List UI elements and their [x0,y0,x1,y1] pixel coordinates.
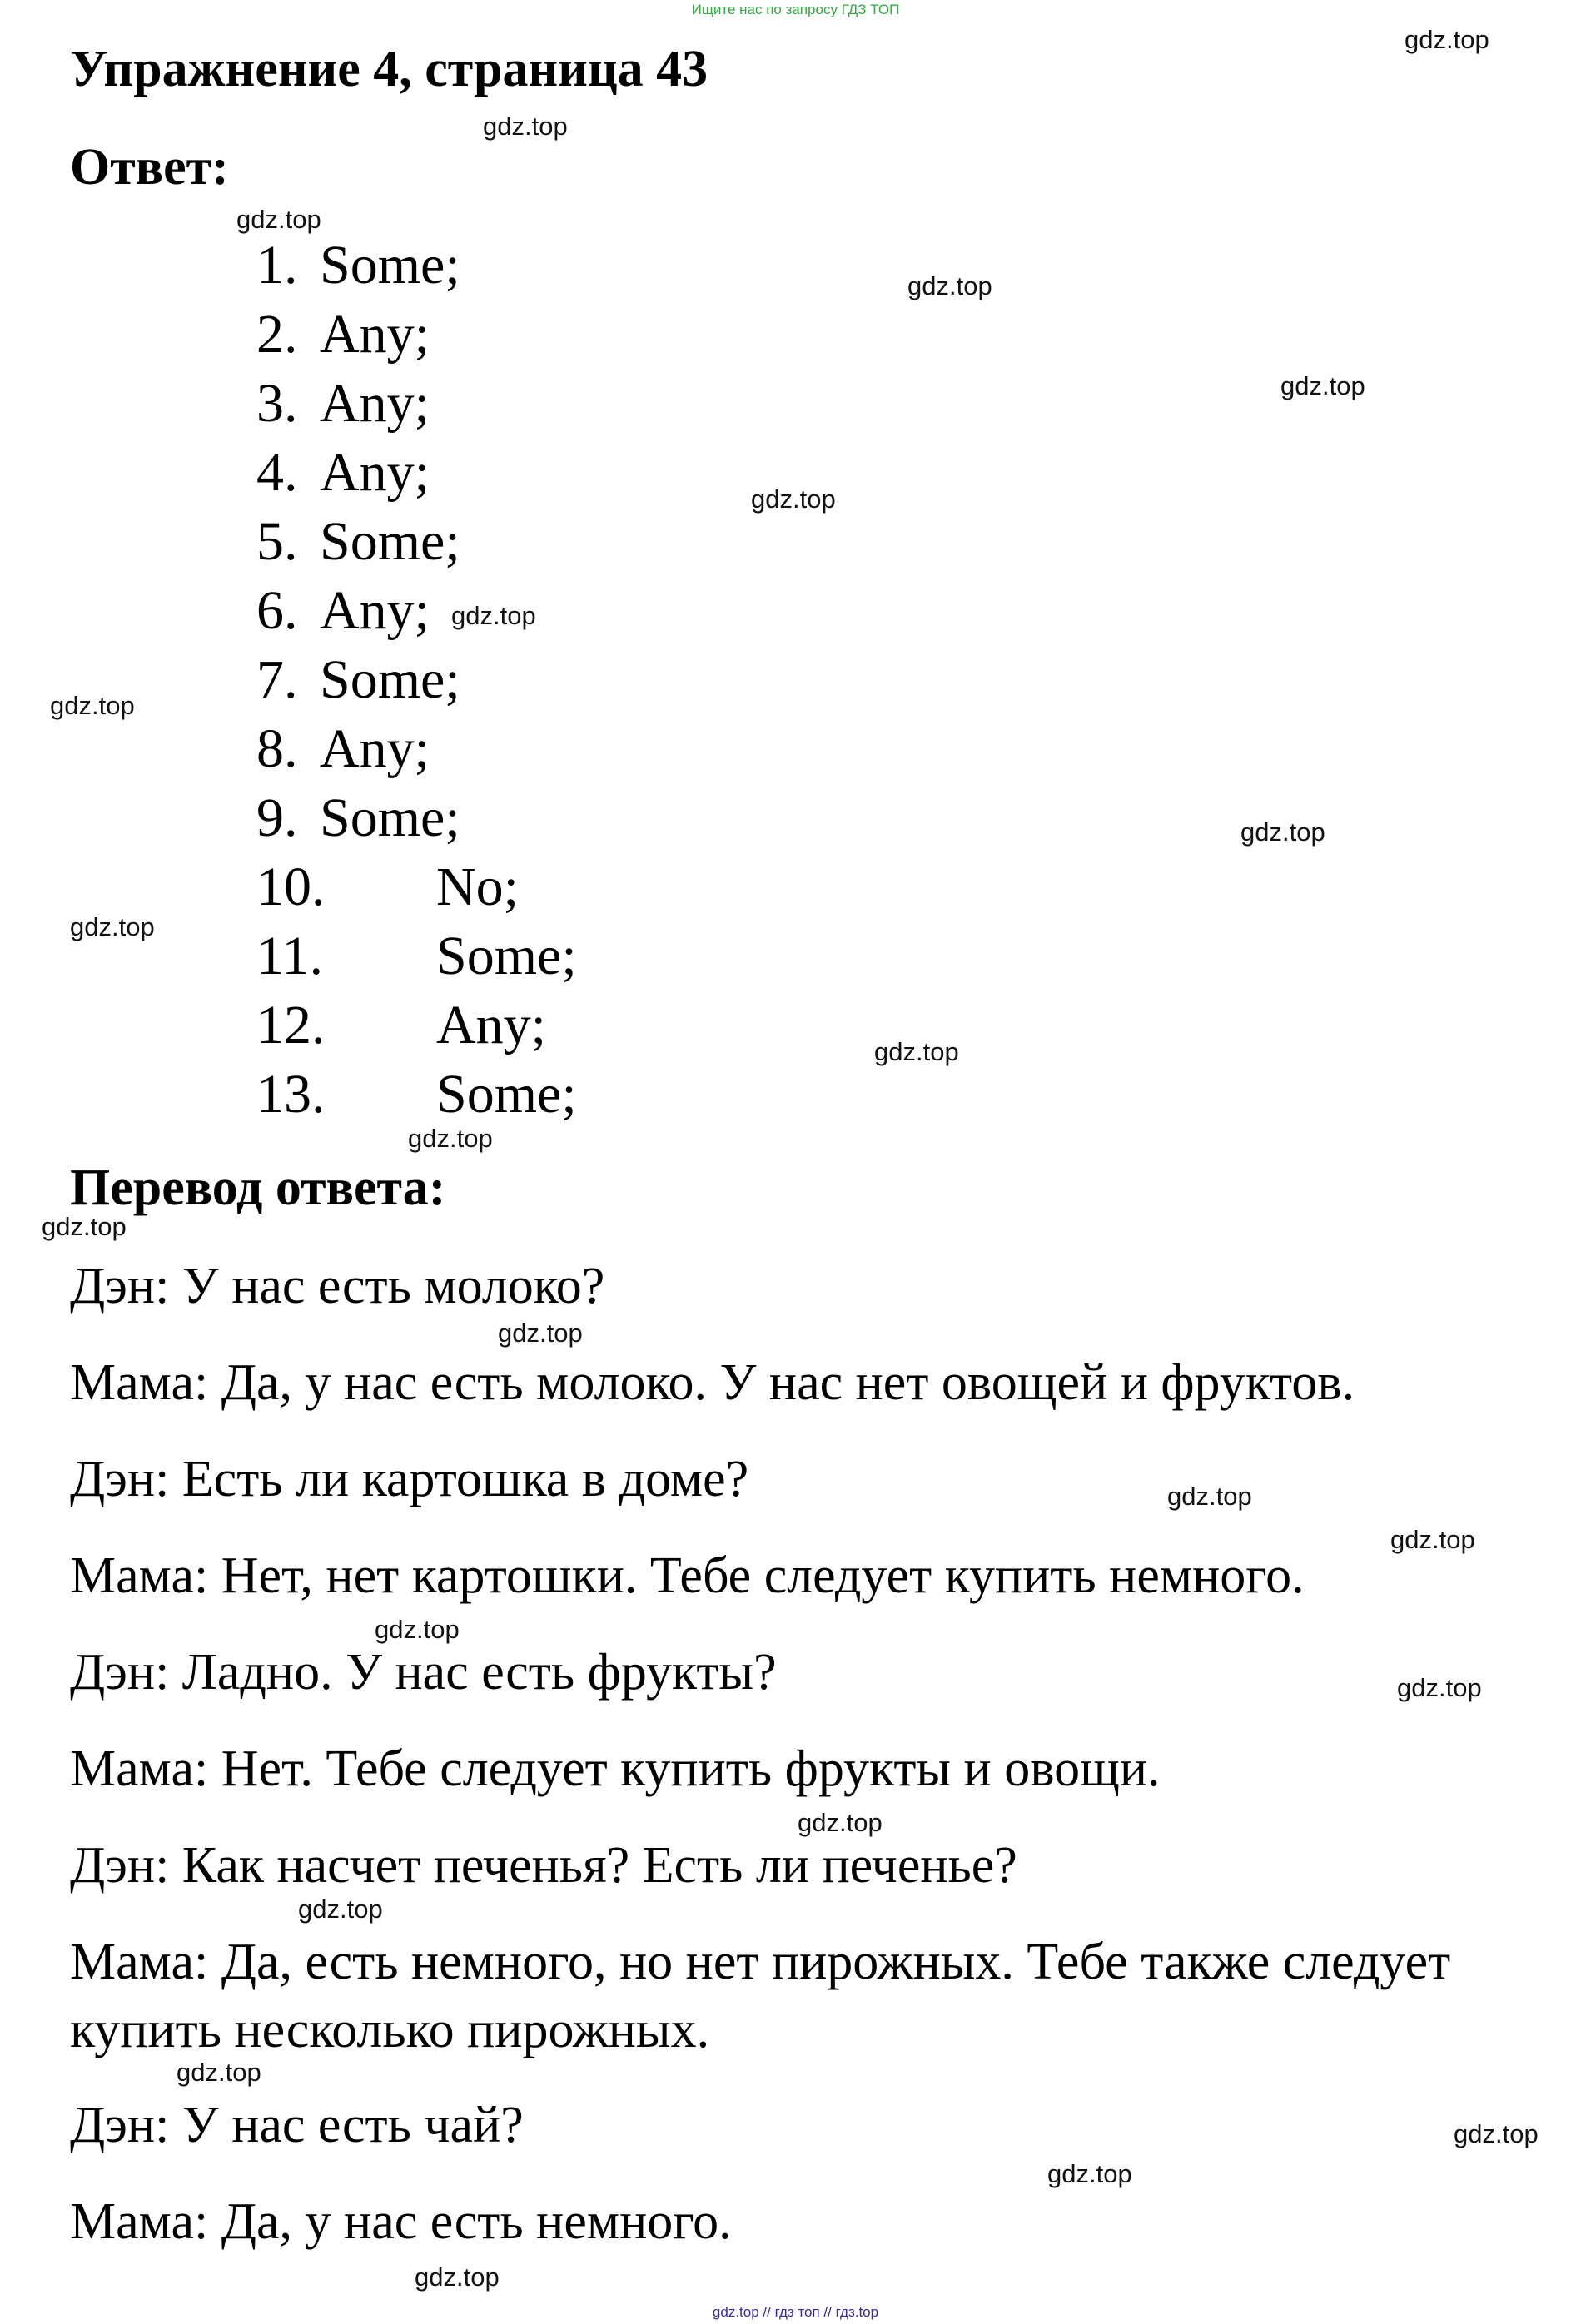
watermark: gdz.top [415,2262,500,2292]
answer-word: Some; [320,649,460,710]
watermark: gdz.top [408,1124,493,1153]
answer-number: 8. [256,718,298,779]
answer-word: Some; [436,926,577,986]
answer-word: Any; [320,304,430,365]
answer-number: 13. [256,1064,326,1125]
answer-word: Any; [436,995,546,1055]
watermark: gdz.top [498,1318,583,1348]
watermark: gdz.top [1240,817,1325,847]
answer-number: 2. [256,304,298,365]
answer-number: 12. [256,995,326,1055]
watermark: gdz.top [1397,1673,1482,1702]
answer-word: Any; [320,442,430,503]
watermark: gdz.top [177,2058,261,2087]
answer-word: No; [436,857,519,917]
answer-number: 3. [256,373,298,434]
dialogue-line: Дэн: У нас есть чай? [70,2097,524,2153]
watermark: gdz.top [42,1212,127,1241]
watermark: gdz.top [1047,2159,1132,2188]
dialogue-line: купить несколько пирожных. [70,2002,710,2058]
dialogue-line: Дэн: Ладно. У нас есть фрукты? [70,1644,777,1701]
watermark: gdz.top [1167,1482,1252,1511]
answer-word: Any; [320,373,430,434]
watermark: gdz.top [1280,371,1365,400]
dialogue-line: Мама: Да, у нас есть немного. [70,2193,732,2250]
watermark: gdz.top [70,912,155,941]
watermark: gdz.top [451,601,536,630]
answer-number: 10. [256,857,326,917]
answer-number: 5. [256,511,298,572]
watermark: gdz.top [1454,2119,1539,2148]
watermark: gdz.top [874,1037,959,1066]
watermark: gdz.top [798,1808,883,1837]
watermark: gdz.top [907,271,992,300]
top-banner: Ищите нас по запросу ГДЗ ТОП [691,2,900,17]
answer-number: 9. [256,787,298,848]
dialogue-line: Мама: Да, у нас есть молоко. У нас нет овощей и фруктов. [70,1354,1355,1411]
watermark: gdz.top [50,691,135,720]
answer-word: Some; [436,1064,577,1125]
answer-word: Any; [320,580,430,641]
answer-word: Some; [320,511,460,572]
dialogue-line: Дэн: У нас есть молоко? [70,1258,605,1314]
dialogue-line: Мама: Нет. Тебе следует купить фрукты и овощи. [70,1741,1161,1797]
answer-number: 1. [256,235,298,295]
answer-word: Some; [320,787,460,848]
watermark: gdz.top [298,1894,383,1924]
answer-heading: Ответ: [70,139,229,196]
watermark: gdz.top [1390,1525,1475,1554]
dialogue-line: Мама: Да, есть немного, но нет пирожных. Тебе также следует [70,1934,1451,1990]
answer-number: 11. [256,926,324,986]
answer-word: Some; [320,235,460,295]
dialogue-line: Дэн: Есть ли картошка в доме? [70,1451,749,1507]
watermark: gdz.top [236,205,321,234]
watermark: gdz.top [1405,25,1489,54]
page-title: Упражнение 4, страница 43 [70,41,708,97]
answer-number: 6. [256,580,298,641]
watermark: gdz.top [483,112,568,141]
answer-number: 4. [256,442,298,503]
dialogue-line: Мама: Нет, нет картошки. Тебе следует купить немного. [70,1547,1305,1604]
dialogue-line: Дэн: Как насчет печенья? Есть ли печенье? [70,1837,1017,1894]
watermark: gdz.top [751,484,836,514]
footer-links: gdz.top // гдз топ // гдз.top [712,2304,879,2320]
translation-heading: Перевод ответа: [70,1160,446,1216]
answer-word: Any; [320,718,430,779]
answer-number: 7. [256,649,298,710]
watermark: gdz.top [375,1615,460,1644]
